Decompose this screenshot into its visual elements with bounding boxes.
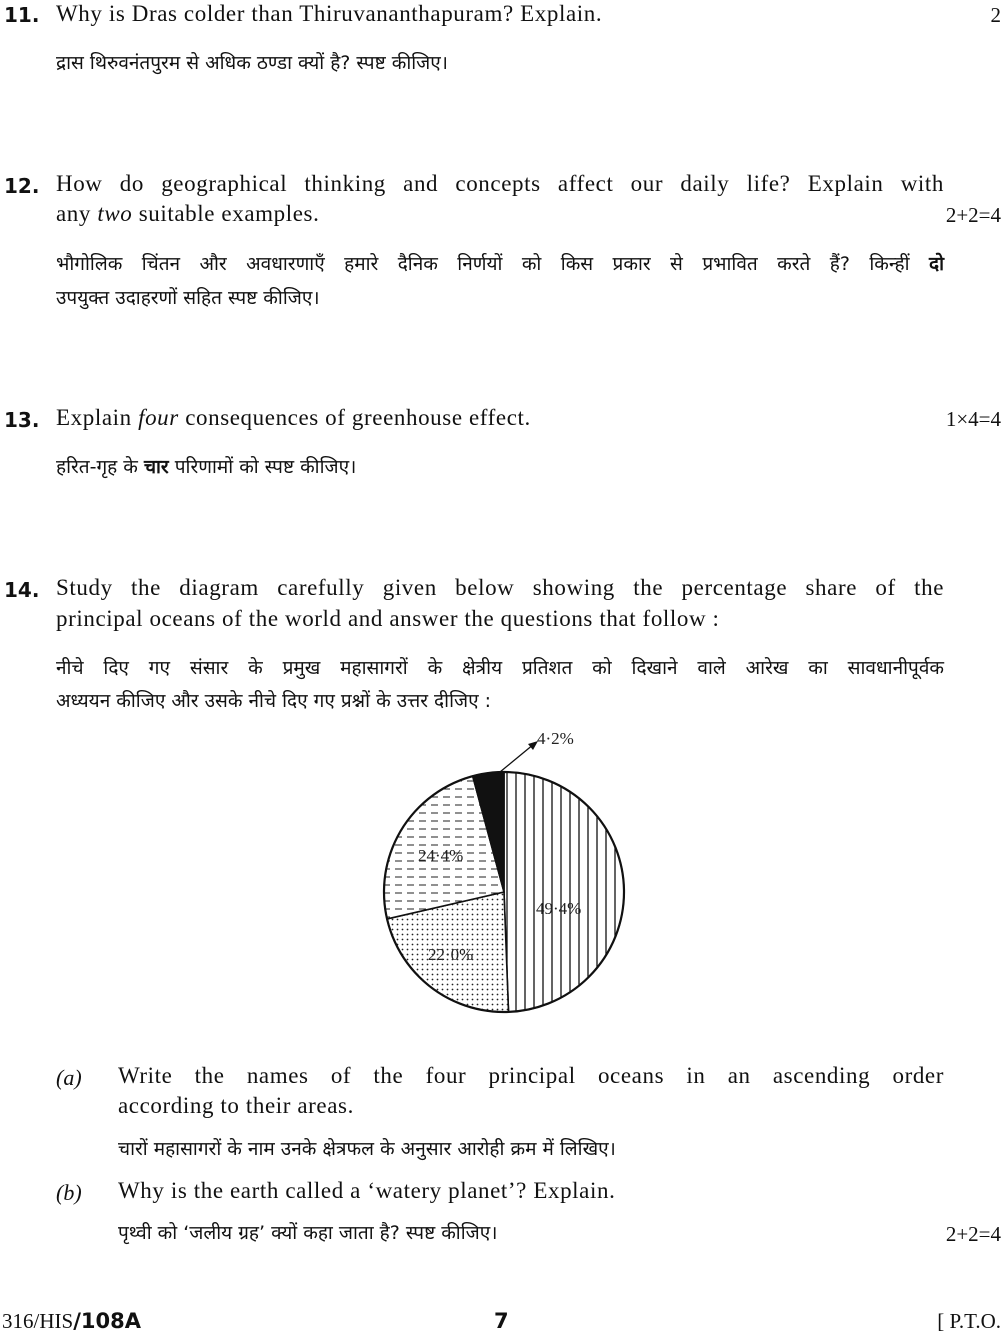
question-12-marks: 2+2=4 [945, 203, 1001, 227]
question-11-marks: 2 [990, 3, 1001, 27]
question-14-number: 14. [4, 578, 40, 602]
question-12-english-line2: any two suitable examples. [56, 201, 320, 226]
slice-4-2-leader-line [500, 744, 534, 772]
part-a-english-line1: Write the names of the four principal oceans in an ascending order [118, 1063, 944, 1088]
slice-label-22-0: 22·0% [428, 945, 474, 964]
question-14-hindi-line1: नीचे दिए गए संसार के प्रमुख महासागरों के क्षेत्रीय प्रतिशत को दिखाने वाले आरेख का सावधानीपूर्वक [56, 657, 944, 679]
ocean-share-pie-chart [370, 722, 640, 1022]
question-11-number: 11. [4, 3, 40, 27]
question-13-marks: 1×4=4 [945, 407, 1001, 431]
question-12-english-line1: How do geographical thinking and concepts affect our daily life? Explain with [56, 171, 944, 196]
part-b-english: Why is the earth called a ‘watery planet’? Explain. [118, 1178, 616, 1203]
question-12-number: 12. [4, 174, 40, 198]
question-14-marks: 2+2=4 [945, 1222, 1001, 1246]
question-14-english-line2: principal oceans of the world and answer the questions that follow : [56, 606, 720, 631]
pto-note: [ P.T.O. [937, 1309, 1001, 1333]
slice-label-49-4: 49·4% [536, 899, 582, 918]
part-b-hindi: पृथ्वी को ‘जलीय ग्रह’ क्यों कहा जाता है? स्पष्ट कीजिए। [118, 1222, 498, 1244]
question-12-hindi-line1: भौगोलिक चिंतन और अवधारणाएँ हमारे दैनिक निर्णयों को किस प्रकार से प्रभावित करते हैं? किन्हीं दो [56, 253, 944, 275]
part-a-hindi: चारों महासागरों के नाम उनके क्षेत्रफल के अनुसार आरोही क्रम में लिखिए। [118, 1138, 616, 1160]
question-13-hindi: हरित-गृह के चार परिणामों को स्पष्ट कीजिए। [56, 456, 357, 478]
slice-label-24-4: 24·4% [418, 846, 464, 865]
question-11-hindi: द्रास थिरुवनंतपुरम से अधिक ठण्डा क्यों है? स्पष्ट कीजिए। [56, 52, 448, 74]
slice-label-4-2: 4·2% [537, 729, 574, 748]
part-b-label: (b) [56, 1180, 82, 1205]
question-12-hindi-line2: उपयुक्त उदाहरणों सहित स्पष्ट कीजिए। [56, 287, 320, 309]
question-14-hindi-line2: अध्ययन कीजिए और उसके नीचे दिए गए प्रश्नों के उत्तर दीजिए : [56, 690, 492, 712]
part-a-label: (a) [56, 1065, 82, 1090]
question-13-number: 13. [4, 408, 40, 432]
paper-code: 316/HIS/108A [2, 1309, 141, 1333]
question-13-english: Explain four consequences of greenhouse effect. [56, 405, 531, 430]
question-14-english-line1: Study the diagram carefully given below showing the percentage share of the [56, 575, 944, 600]
page-number: 7 [494, 1309, 509, 1333]
question-11-english: Why is Dras colder than Thiruvananthapuram? Explain. [56, 1, 603, 26]
part-a-english-line2: according to their areas. [118, 1093, 354, 1118]
pie-slice-1 [504, 772, 624, 1012]
